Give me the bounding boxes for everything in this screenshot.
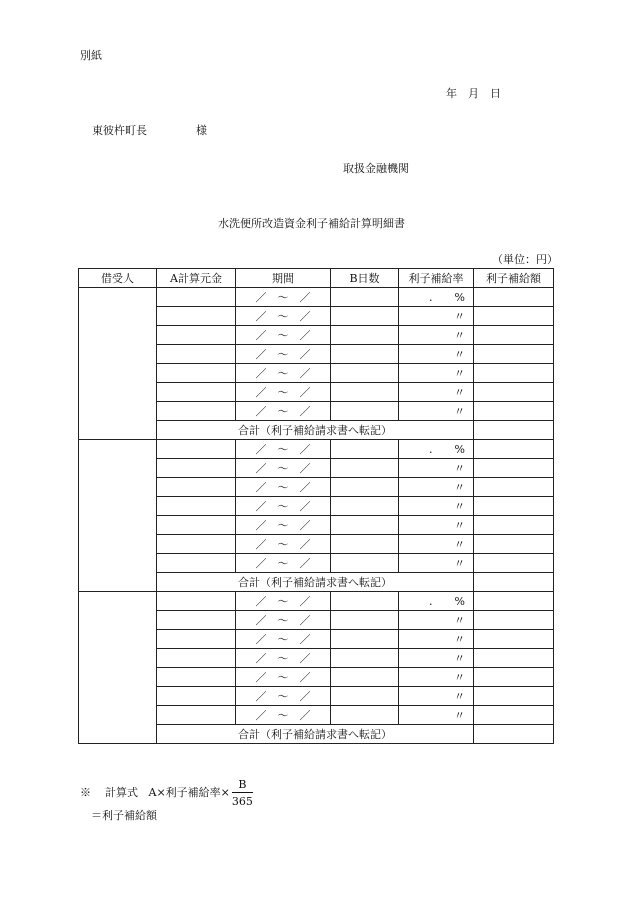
period-cell: ／ ～ ／ bbox=[236, 402, 331, 421]
amount-cell bbox=[474, 383, 554, 402]
days-cell bbox=[331, 402, 399, 421]
principal-cell bbox=[157, 402, 236, 421]
days-cell bbox=[331, 478, 399, 497]
period-cell: ／ ～ ／ bbox=[236, 497, 331, 516]
table-body bbox=[79, 288, 554, 744]
table-row bbox=[79, 592, 554, 611]
institution-label: 取扱金融機関 bbox=[343, 162, 409, 175]
principal-cell bbox=[157, 364, 236, 383]
amount-cell bbox=[474, 288, 554, 307]
amount-cell bbox=[474, 307, 554, 326]
amount-cell bbox=[474, 611, 554, 630]
period-cell: ／ ～ ／ bbox=[236, 288, 331, 307]
days-cell bbox=[331, 307, 399, 326]
header-principal: A計算元金 bbox=[157, 269, 236, 288]
principal-cell bbox=[157, 706, 236, 725]
table-row bbox=[79, 440, 554, 459]
period-cell: ／ ～ ／ bbox=[236, 516, 331, 535]
formula-label: 計算式 bbox=[105, 786, 138, 799]
document-title: 水洗便所改造資金利子補給計算明細書 bbox=[218, 217, 405, 230]
principal-cell bbox=[157, 345, 236, 364]
header-period: 期間 bbox=[236, 269, 331, 288]
period-cell: ／ ～ ／ bbox=[236, 440, 331, 459]
period-cell: ／ ～ ／ bbox=[236, 611, 331, 630]
amount-cell bbox=[474, 706, 554, 725]
amount-cell bbox=[474, 345, 554, 364]
days-cell bbox=[331, 668, 399, 687]
attachment-label: 別紙 bbox=[80, 49, 102, 62]
header-row bbox=[79, 269, 554, 288]
days-cell bbox=[331, 630, 399, 649]
days-cell bbox=[331, 383, 399, 402]
amount-cell bbox=[474, 668, 554, 687]
rate-cell: 〃 bbox=[399, 649, 474, 668]
fraction bbox=[232, 779, 253, 807]
period-cell: ／ ～ ／ bbox=[236, 630, 331, 649]
header-days: B日数 bbox=[331, 269, 399, 288]
amount-cell bbox=[474, 630, 554, 649]
principal-cell bbox=[157, 459, 236, 478]
days-cell bbox=[331, 706, 399, 725]
days-cell bbox=[331, 345, 399, 364]
rate-cell: 〃 bbox=[399, 668, 474, 687]
period-cell: ／ ～ ／ bbox=[236, 649, 331, 668]
borrower-cell bbox=[79, 440, 157, 592]
days-cell bbox=[331, 497, 399, 516]
rate-cell: 〃 bbox=[399, 478, 474, 497]
days-cell bbox=[331, 459, 399, 478]
amount-cell bbox=[474, 592, 554, 611]
principal-cell bbox=[157, 687, 236, 706]
total-label: 合計（利子補給請求書へ転記） bbox=[157, 725, 474, 744]
days-cell bbox=[331, 611, 399, 630]
principal-cell bbox=[157, 288, 236, 307]
days-cell bbox=[331, 326, 399, 345]
amount-cell bbox=[474, 364, 554, 383]
total-amount-cell bbox=[474, 725, 554, 744]
rate-cell: 〃 bbox=[399, 383, 474, 402]
rate-cell: . % bbox=[399, 288, 474, 307]
amount-cell bbox=[474, 326, 554, 345]
fraction-numerator: B bbox=[232, 779, 253, 793]
period-cell: ／ ～ ／ bbox=[236, 554, 331, 573]
amount-cell bbox=[474, 554, 554, 573]
rate-cell: . % bbox=[399, 592, 474, 611]
amount-cell bbox=[474, 687, 554, 706]
borrower-cell bbox=[79, 288, 157, 440]
rate-cell: 〃 bbox=[399, 459, 474, 478]
period-cell: ／ ～ ／ bbox=[236, 459, 331, 478]
period-cell: ／ ～ ／ bbox=[236, 345, 331, 364]
rate-cell: 〃 bbox=[399, 611, 474, 630]
days-cell bbox=[331, 288, 399, 307]
rate-cell: 〃 bbox=[399, 326, 474, 345]
principal-cell bbox=[157, 668, 236, 687]
principal-cell bbox=[157, 535, 236, 554]
period-cell: ／ ～ ／ bbox=[236, 592, 331, 611]
period-cell: ／ ～ ／ bbox=[236, 687, 331, 706]
total-amount-cell bbox=[474, 421, 554, 440]
days-cell bbox=[331, 535, 399, 554]
formula-expression: A×利子補給率× bbox=[148, 786, 230, 799]
rate-cell: 〃 bbox=[399, 307, 474, 326]
principal-cell bbox=[157, 440, 236, 459]
formula-result: ＝利子補給額 bbox=[91, 809, 157, 822]
days-cell bbox=[331, 440, 399, 459]
days-cell bbox=[331, 687, 399, 706]
header-rate: 利子補給率 bbox=[399, 269, 474, 288]
date-line: 年 月 日 bbox=[446, 87, 501, 100]
days-cell bbox=[331, 554, 399, 573]
days-cell bbox=[331, 592, 399, 611]
amount-cell bbox=[474, 535, 554, 554]
header-amount: 利子補給額 bbox=[474, 269, 554, 288]
principal-cell bbox=[157, 307, 236, 326]
amount-cell bbox=[474, 459, 554, 478]
principal-cell bbox=[157, 592, 236, 611]
amount-cell bbox=[474, 402, 554, 421]
rate-cell: 〃 bbox=[399, 706, 474, 725]
principal-cell bbox=[157, 497, 236, 516]
period-cell: ／ ～ ／ bbox=[236, 326, 331, 345]
amount-cell bbox=[474, 478, 554, 497]
days-cell bbox=[331, 649, 399, 668]
rate-cell: 〃 bbox=[399, 554, 474, 573]
rate-cell: 〃 bbox=[399, 516, 474, 535]
period-cell: ／ ～ ／ bbox=[236, 364, 331, 383]
formula bbox=[80, 779, 253, 807]
period-cell: ／ ～ ／ bbox=[236, 383, 331, 402]
days-cell bbox=[331, 364, 399, 383]
addressee: 東彼杵町長 bbox=[92, 124, 147, 137]
honorific: 様 bbox=[196, 124, 207, 137]
principal-cell bbox=[157, 611, 236, 630]
period-cell: ／ ～ ／ bbox=[236, 307, 331, 326]
total-amount-cell bbox=[474, 573, 554, 592]
rate-cell: 〃 bbox=[399, 345, 474, 364]
principal-cell bbox=[157, 326, 236, 345]
period-cell: ／ ～ ／ bbox=[236, 706, 331, 725]
total-label: 合計（利子補給請求書へ転記） bbox=[157, 573, 474, 592]
amount-cell bbox=[474, 516, 554, 535]
principal-cell bbox=[157, 383, 236, 402]
unit-note: （単位：円） bbox=[492, 253, 558, 266]
rate-cell: 〃 bbox=[399, 535, 474, 554]
rate-cell: 〃 bbox=[399, 402, 474, 421]
rate-cell: . % bbox=[399, 440, 474, 459]
period-cell: ／ ～ ／ bbox=[236, 668, 331, 687]
amount-cell bbox=[474, 497, 554, 516]
header-borrower: 借受人 bbox=[79, 269, 157, 288]
principal-cell bbox=[157, 516, 236, 535]
amount-cell bbox=[474, 440, 554, 459]
principal-cell bbox=[157, 554, 236, 573]
note-mark: ※ bbox=[80, 786, 91, 799]
rate-cell: 〃 bbox=[399, 497, 474, 516]
principal-cell bbox=[157, 649, 236, 668]
principal-cell bbox=[157, 630, 236, 649]
calculation-table bbox=[78, 268, 554, 744]
period-cell: ／ ～ ／ bbox=[236, 478, 331, 497]
rate-cell: 〃 bbox=[399, 364, 474, 383]
table-row bbox=[79, 288, 554, 307]
borrower-cell bbox=[79, 592, 157, 744]
amount-cell bbox=[474, 649, 554, 668]
fraction-denominator: 365 bbox=[231, 795, 253, 808]
period-cell: ／ ～ ／ bbox=[236, 535, 331, 554]
rate-cell: 〃 bbox=[399, 630, 474, 649]
principal-cell bbox=[157, 478, 236, 497]
rate-cell: 〃 bbox=[399, 687, 474, 706]
total-label: 合計（利子補給請求書へ転記） bbox=[157, 421, 474, 440]
days-cell bbox=[331, 516, 399, 535]
